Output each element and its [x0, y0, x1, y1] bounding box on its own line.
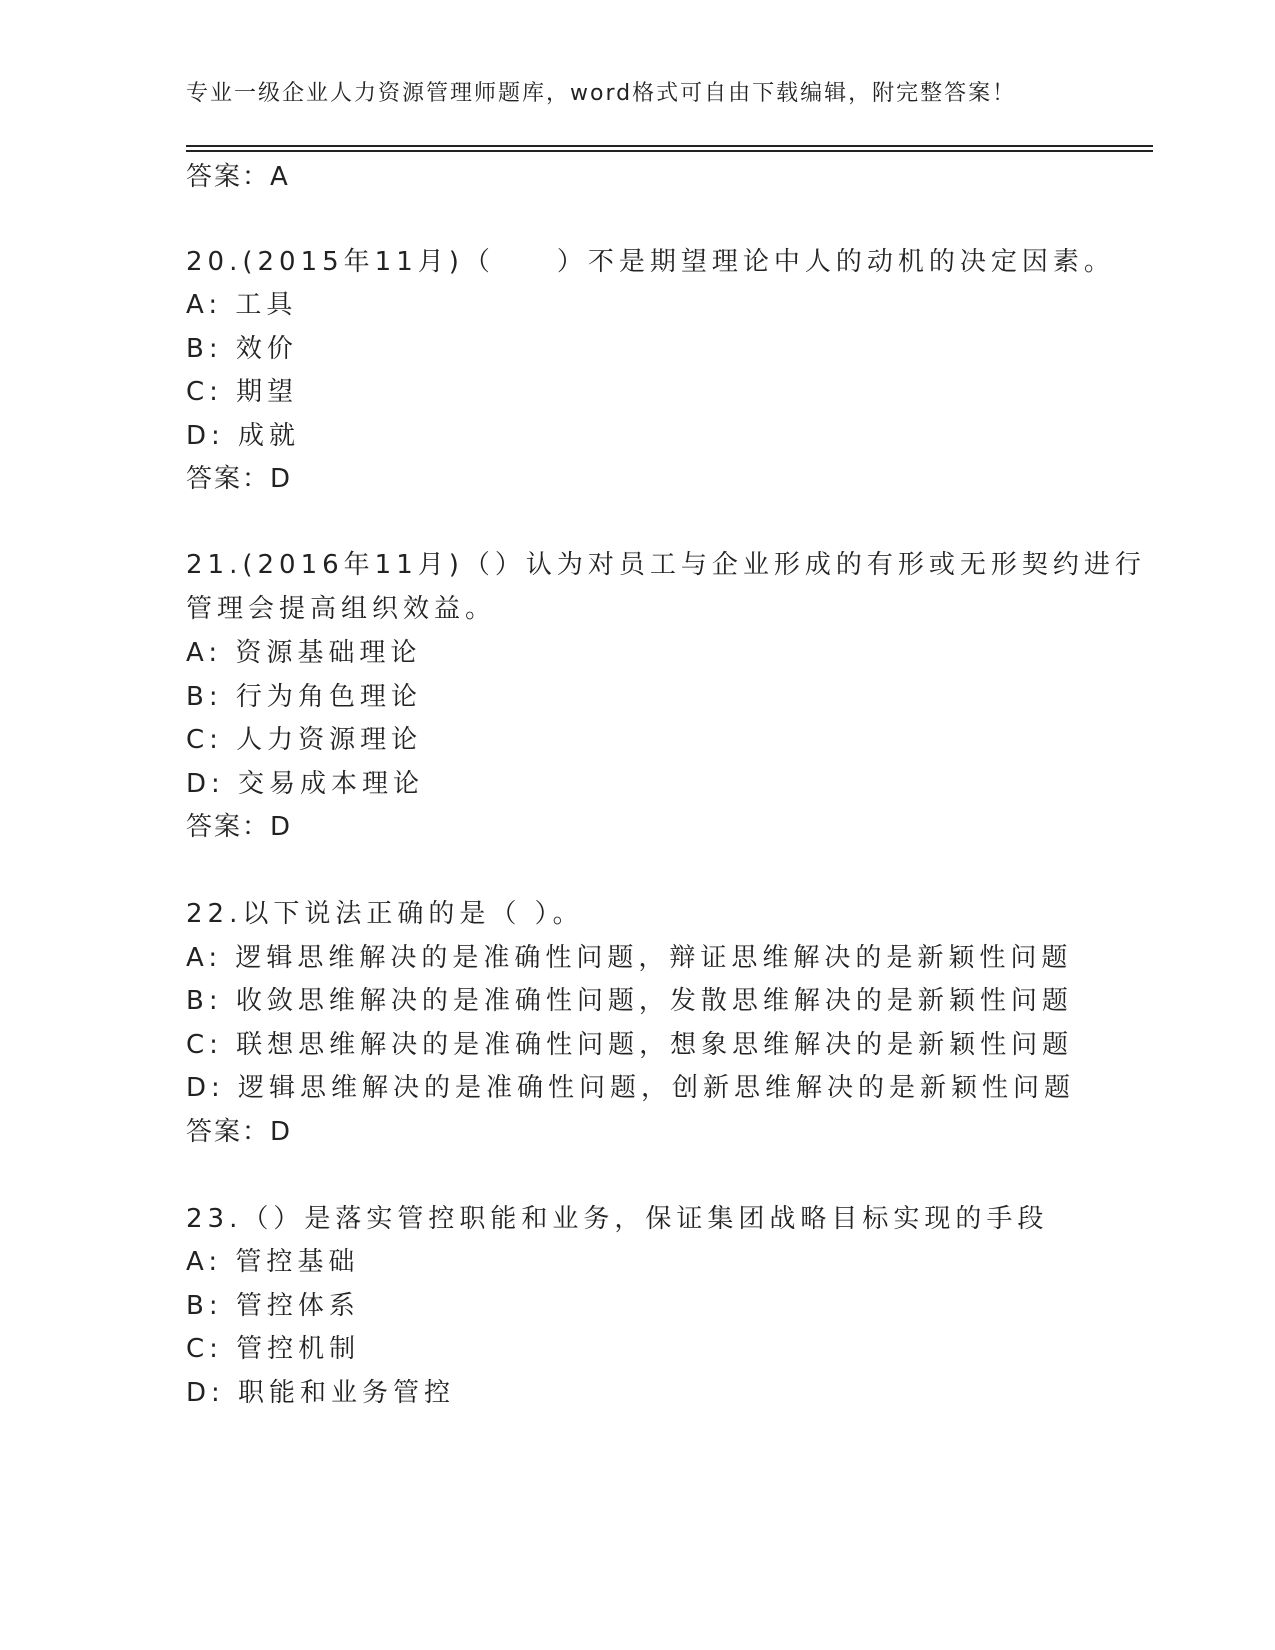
- option-c: C: 管控机制: [186, 1334, 361, 1364]
- option-a: A: 管控基础: [186, 1247, 360, 1277]
- answer-line: 答案：D: [186, 464, 293, 494]
- question-stem-continued: 管理会提高组织效益。: [186, 594, 497, 624]
- option-a: A: 资源基础理论: [186, 638, 422, 668]
- question-stem: 22.以下说法正确的是（ ）。: [186, 899, 584, 929]
- option-b: B: 管控体系: [186, 1291, 360, 1321]
- option-c: C: 期望: [186, 377, 299, 407]
- answer-line: 答案：D: [186, 812, 293, 842]
- option-b: B: 收敛思维解决的是准确性问题，发散思维解决的是新颖性问题: [186, 986, 1073, 1016]
- question-stem: 21.(2016年11月)（）认为对员工与企业形成的有形或无形契约进行: [186, 550, 1146, 580]
- option-c: C: 联想思维解决的是准确性问题，想象思维解决的是新颖性问题: [186, 1030, 1074, 1060]
- answer-line: 答案：A: [186, 162, 290, 192]
- option-d: D: 职能和业务管控: [186, 1378, 456, 1408]
- option-d: D: 交易成本理论: [186, 769, 425, 799]
- option-a: A: 工具: [186, 290, 298, 320]
- option-a: A: 逻辑思维解决的是准确性问题，辩证思维解决的是新颖性问题: [186, 943, 1073, 973]
- page-header: 专业一级企业人力资源管理师题库，word格式可自由下载编辑，附完整答案！: [186, 81, 1017, 106]
- header-rule-top: [186, 145, 1153, 147]
- option-b: B: 行为角色理论: [186, 682, 422, 712]
- answer-line: 答案：D: [186, 1117, 293, 1147]
- option-c: C: 人力资源理论: [186, 725, 423, 755]
- question-stem: 23.（）是落实管控职能和业务，保证集团战略目标实现的手段: [186, 1204, 1049, 1234]
- option-b: B: 效价: [186, 334, 298, 364]
- option-d: D: 逻辑思维解决的是准确性问题，创新思维解决的是新颖性问题: [186, 1073, 1076, 1103]
- question-stem: 20.(2015年11月)（ ）不是期望理论中人的动机的决定因素。: [186, 247, 1115, 277]
- option-d: D: 成就: [186, 421, 301, 451]
- header-rule-bottom: [186, 150, 1153, 152]
